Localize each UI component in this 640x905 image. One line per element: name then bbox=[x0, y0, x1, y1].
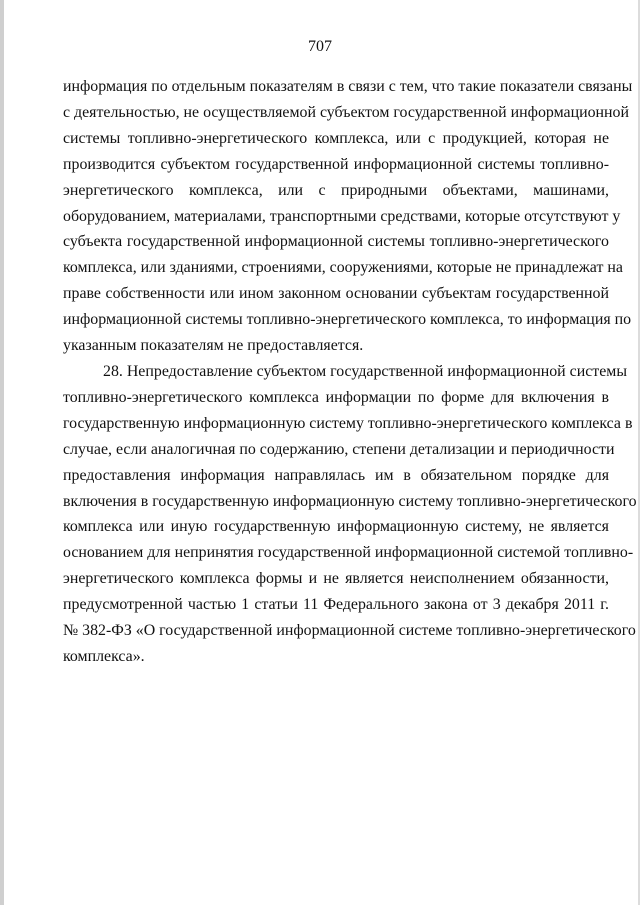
text-line: топливно-энергетического комплекса информации по форме для включения в bbox=[63, 388, 609, 406]
text-line: комплекса». bbox=[63, 647, 145, 665]
text-line: праве собственности или ином законном основании субъектам государственной bbox=[63, 285, 609, 303]
text-line: субъекта государственной информационной системы топливно-энергетического bbox=[63, 233, 609, 251]
text-line: оборудованием, материалами, транспортными средствами, которые отсутствуют у bbox=[63, 207, 621, 225]
text-line: основанием для непринятия государственной информационной системой топливно- bbox=[63, 544, 634, 562]
text-line: производится субъектом государственной информационной системы топливно- bbox=[63, 155, 609, 173]
text-line: энергетического комплекса, или с природными объектами, машинами, bbox=[63, 181, 609, 199]
text-line: комплекса, или зданиями, строениями, сооружениями, которые не принадлежат на bbox=[63, 259, 623, 277]
text-line: информационной системы топливно-энергетического комплекса, то информация по bbox=[63, 311, 632, 329]
paragraph-continuation bbox=[63, 74, 633, 359]
text-line: предоставления информация направлялась им в обязательном порядке для bbox=[63, 466, 609, 484]
text-line: государственную информационную систему топливно-энергетического комплекса в bbox=[63, 414, 633, 432]
text-line: энергетического комплекса формы и не является неисполнением обязанности, bbox=[63, 570, 609, 588]
paragraph-28 bbox=[63, 359, 637, 670]
text-line: комплекса или иную государственную информационную систему, не является bbox=[63, 518, 609, 536]
text-line: системы топливно-энергетического комплекса, или с продукцией, которая не bbox=[63, 129, 609, 147]
text-line: № 382-ФЗ «О государственной информационной системе топливно-энергетического bbox=[63, 622, 636, 640]
text-line: с деятельностью, не осуществляемой субъектом государственной информационной bbox=[63, 103, 630, 121]
text-line: указанным показателям не предоставляется. bbox=[63, 337, 364, 355]
page-number: 707 bbox=[308, 38, 332, 55]
text-line: случае, если аналогичная по содержанию, степени детализации и периодичности bbox=[63, 440, 615, 458]
document-body bbox=[63, 74, 637, 670]
text-line: включения в государственную информационную систему топливно-энергетического bbox=[63, 492, 637, 510]
text-line: предусмотренной частью 1 статьи 11 Федерального закона от 3 декабря 2011 г. bbox=[63, 596, 609, 614]
text-line: информация по отдельным показателям в связи с тем, что такие показатели связаны bbox=[63, 78, 633, 95]
text-line: 28. Непредоставление субъектом государственной информационной системы bbox=[103, 362, 627, 380]
